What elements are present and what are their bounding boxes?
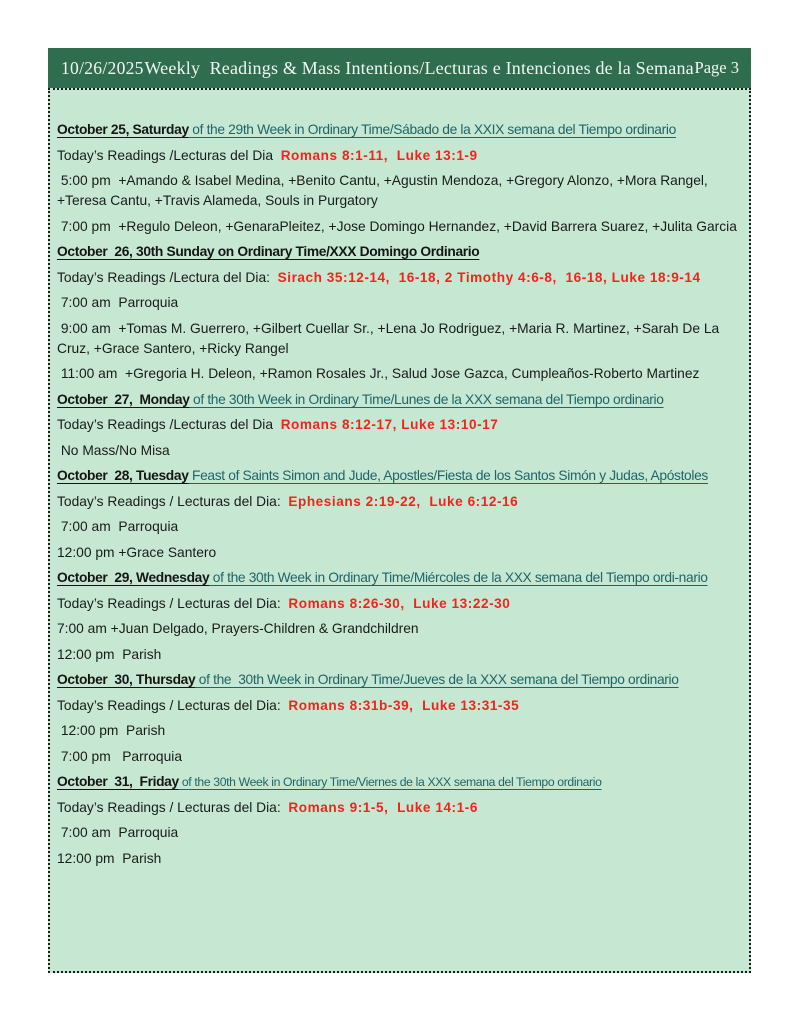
mass-intention: 7:00 am Parroquia bbox=[57, 825, 179, 840]
mass-intention: 7:00 am +Juan Delgado, Prayers-Children & Grandchildren bbox=[57, 621, 419, 636]
day-date: October 26, 30th Sunday on Ordinary Time/XXX Domingo Ordinario bbox=[57, 244, 480, 259]
day-date: October 30, Thursday bbox=[57, 672, 196, 687]
readings-label: Today’s Readings / Lecturas del Dia: bbox=[57, 493, 289, 509]
readings-label: Today’s Readings / Lecturas del Dia: bbox=[57, 799, 289, 815]
mass-intention: No Mass/No Misa bbox=[57, 442, 170, 458]
mass-intention: 12:00 pm +Grace Santero bbox=[57, 544, 217, 560]
page-number: Page 3 bbox=[694, 58, 739, 77]
readings-line bbox=[57, 146, 742, 166]
mass-intention: 5:00 pm +Amando & Isabel Medina, +Benito Cantu, +Agustin Mendoza, +Gregory Alonzo, +Mora Rangel, +Teresa Cantu, +Travis Alameda, Souls in Purgatory bbox=[57, 173, 712, 208]
bulletin-date: 10/26/2025 bbox=[61, 57, 144, 78]
day-description: of the 30th Week in Ordinary Time/Lunes de la XXX semana del Tiempo ordinario bbox=[189, 391, 664, 407]
day-description: of the 29th Week in Ordinary Time/Sábado de la XXIX semana del Tiempo ordinario bbox=[188, 122, 676, 137]
mass-intention: 7:00 am Parroquia bbox=[57, 519, 179, 534]
mass-intention: 11:00 am +Gregoria H. Deleon, +Ramon Rosales Jr., Salud Jose Gazca, Cumpleaños-Roberto Martinez bbox=[57, 366, 700, 381]
day-header-oct27 bbox=[57, 390, 742, 410]
readings-references: Romans 8:1-11, Luke 13:1-9 bbox=[280, 147, 478, 163]
day-date: October 28, Tuesday bbox=[57, 468, 189, 483]
readings-label: Today’s Readings / Lecturas del Dia: bbox=[57, 595, 289, 611]
readings-line bbox=[57, 492, 742, 512]
day-date: October 31, Friday bbox=[57, 774, 179, 789]
readings-line bbox=[57, 798, 742, 818]
readings-line bbox=[57, 415, 742, 435]
day-header-oct30 bbox=[57, 670, 742, 690]
day-date: October 25, Saturday bbox=[57, 122, 189, 137]
readings-references: Romans 9:1-5, Luke 14:1-6 bbox=[288, 799, 478, 815]
mass-intention: 12:00 pm Parish bbox=[57, 646, 162, 662]
day-description: of the 30th Week in Ordinary Time/Jueves de la XXX semana del Tiempo ordinario bbox=[195, 672, 679, 687]
day-description: of the 30th Week in Ordinary Time/Viernes de la XXX semana del Tiempo ordinario bbox=[178, 775, 602, 789]
weekly-schedule-box bbox=[48, 88, 751, 973]
day-description: of the 30th Week in Ordinary Time/Miércoles de la XXX semana del Tiempo ordi-nario bbox=[209, 570, 708, 585]
mass-intention: 12:00 pm Parish bbox=[57, 723, 166, 738]
day-header-oct26 bbox=[57, 242, 742, 262]
mass-intention: 7:00 pm Parroquia bbox=[57, 748, 183, 764]
mass-intention: 7:00 am Parroquia bbox=[57, 295, 179, 310]
readings-label: Today’s Readings /Lecturas del Dia bbox=[57, 147, 281, 163]
day-header-oct29 bbox=[57, 568, 742, 588]
day-description: Feast of Saints Simon and Jude, Apostles/Fiesta de los Santos Simón y Judas, Apóstoles bbox=[188, 468, 708, 483]
readings-line bbox=[57, 594, 742, 614]
readings-label: Today’s Readings / Lecturas del Dia: bbox=[57, 697, 289, 713]
readings-references: Sirach 35:12-14, 16-18, 2 Timothy 4:6-8, 16-18, Luke 18:9-14 bbox=[277, 269, 701, 285]
bulletin-title: Weekly Readings & Mass Intentions/Lecturas e Intenciones de la Semana bbox=[144, 57, 694, 78]
readings-references: Romans 8:26-30, Luke 13:22-30 bbox=[288, 595, 511, 611]
readings-references: Romans 8:12-17, Luke 13:10-17 bbox=[280, 417, 499, 432]
day-header-oct31 bbox=[57, 772, 742, 792]
day-header-oct25 bbox=[57, 120, 742, 140]
mass-intention: 9:00 am +Tomas M. Guerrero, +Gilbert Cuellar Sr., +Lena Jo Rodriguez, +Maria R. Martinez, +Sarah De La Cruz, +Grace Santero, +Ricky Rangel bbox=[57, 320, 724, 356]
readings-line bbox=[57, 268, 742, 288]
day-date: October 29, Wednesday bbox=[57, 570, 210, 585]
mass-intention: 7:00 pm +Regulo Deleon, +GenaraPleitez, +Jose Domingo Hernandez, +David Barrera Suarez, +Julita Garcia bbox=[57, 218, 737, 234]
readings-label: Today’s Readings /Lecturas del Dia bbox=[57, 417, 281, 432]
day-date: October 27, Monday bbox=[57, 391, 190, 407]
readings-references: Romans 8:31b-39, Luke 13:31-35 bbox=[288, 697, 520, 713]
readings-label: Today’s Readings /Lectura del Dia: bbox=[57, 269, 278, 285]
readings-line bbox=[57, 696, 742, 716]
mass-intention: 12:00 pm Parish bbox=[57, 850, 162, 866]
day-header-oct28 bbox=[57, 466, 742, 486]
readings-references: Ephesians 2:19-22, Luke 6:12-16 bbox=[288, 493, 519, 509]
bulletin-header-bar bbox=[48, 48, 751, 88]
